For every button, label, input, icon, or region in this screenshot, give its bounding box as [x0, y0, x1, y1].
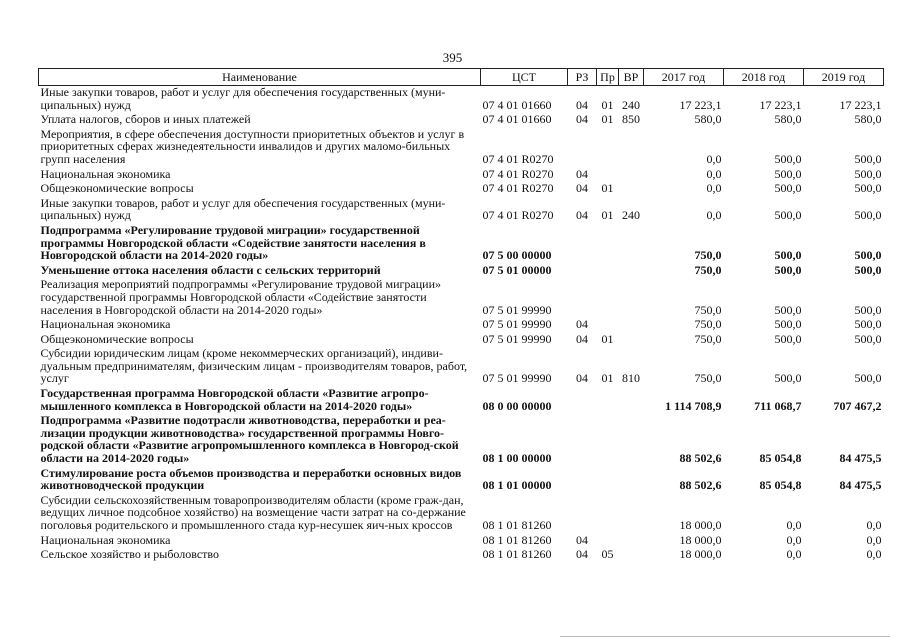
scan-artifact-line: [560, 636, 890, 637]
row-2018: 500,0: [774, 166, 802, 181]
row-vr: [619, 333, 644, 348]
page-number: 395: [442, 50, 463, 65]
row-vr: [619, 467, 644, 494]
row-2019: 500,0: [854, 371, 882, 386]
col-header-rz: РЗ: [568, 69, 597, 86]
row-pr: [597, 467, 619, 494]
row-2018: 17 223,1: [759, 97, 802, 112]
row-2019: 500,0: [854, 208, 882, 223]
row-rz: 04: [576, 547, 588, 562]
row-2017: 0,0: [706, 208, 722, 223]
row-rz: [568, 128, 597, 168]
row-pr: 01: [601, 371, 614, 386]
row-2019: 500,0: [854, 262, 882, 277]
table-row: [39, 347, 884, 387]
row-2017: 750,0: [694, 371, 722, 386]
row-name: Иные закупки товаров, работ и услуг для обеспечения государственных (муни-ципальных) нужд: [40, 85, 446, 112]
row-rz: 04: [576, 112, 588, 127]
row-vr: [619, 494, 644, 534]
row-cst: 07 4 01 R0270: [482, 181, 554, 196]
row-pr: [597, 387, 619, 414]
row-vr: 850: [622, 112, 640, 127]
table-row: [39, 182, 884, 197]
row-2018: 580,0: [774, 112, 802, 127]
row-2018: 500,0: [774, 302, 802, 317]
row-2018: 0,0: [786, 547, 802, 562]
row-pr: [597, 278, 619, 318]
row-pr: [597, 414, 619, 466]
row-pr: [597, 494, 619, 534]
row-rz: 04: [576, 317, 588, 332]
row-2019: 84 475,5: [839, 478, 882, 493]
row-2018: 500,0: [774, 248, 802, 263]
row-pr: [597, 224, 619, 264]
row-2017: 18 000,0: [679, 518, 722, 532]
row-vr: [619, 224, 644, 264]
row-vr: [619, 278, 644, 318]
row-pr: 01: [601, 181, 614, 196]
row-cst: 07 5 01 00000: [482, 262, 552, 277]
row-vr: [619, 548, 644, 563]
row-name: Субсидии сельскохозяйственным товаропроизводителям области (кроме граж-дан, ведущих личное подсобное хозяйство) на возмещение части затрат на со-держание поголовья родительского и промышленного стада кур-несушек яич-ных кроссов: [40, 492, 466, 532]
row-vr: [619, 534, 644, 549]
row-rz: [568, 387, 597, 414]
row-cst: 08 0 00 00000: [482, 398, 552, 413]
row-name: Национальная экономика: [40, 317, 171, 332]
table-row: [39, 168, 884, 183]
row-rz: 04: [576, 371, 588, 386]
row-cst: 07 4 01 R0270: [482, 151, 554, 166]
row-rz: [568, 224, 597, 264]
row-2017: 88 502,6: [679, 451, 722, 466]
row-pr: 01: [601, 112, 614, 127]
table-row: [39, 278, 884, 318]
row-2019: 500,0: [854, 151, 882, 166]
row-name: Уменьшение оттока населения области с сельских территорий: [40, 262, 381, 277]
row-name: Реализация мероприятий подпрограммы «Регулирование трудовой миграции» государственной программы Новгородской области «Содействие занятости населения в Новгородской области на 2014-2020 годы»: [40, 277, 441, 317]
table-row: [39, 414, 884, 466]
row-2019: 0,0: [866, 532, 882, 547]
row-name: Уплата налогов, сборов и иных платежей: [40, 112, 251, 127]
row-2019: 500,0: [854, 317, 882, 332]
row-2019: 0,0: [866, 547, 882, 562]
row-cst: 07 5 00 00000: [482, 248, 552, 263]
row-2019: 500,0: [854, 302, 882, 317]
budget-table: [38, 68, 884, 563]
col-header-2018: 2018 год: [724, 69, 804, 86]
row-vr: [619, 168, 644, 183]
table-row: [39, 197, 884, 224]
row-cst: 07 5 01 99990: [482, 317, 552, 332]
table-row: [39, 318, 884, 333]
table-row: [39, 113, 884, 128]
row-2017: 750,0: [694, 331, 722, 346]
row-vr: [619, 128, 644, 168]
row-2018: 500,0: [774, 317, 802, 332]
row-name: Национальная экономика: [40, 532, 171, 547]
row-name: Национальная экономика: [40, 166, 171, 181]
row-rz: [568, 264, 597, 279]
col-header-2019: 2019 год: [804, 69, 884, 86]
row-pr: 05: [601, 547, 614, 562]
row-cst: 07 5 01 99990: [482, 331, 552, 346]
row-2017: 18 000,0: [679, 532, 722, 547]
table-row: [39, 224, 884, 264]
row-rz: 04: [576, 181, 588, 196]
row-pr: [597, 534, 619, 549]
row-vr: [619, 264, 644, 279]
row-name: Государственная программа Новгородской области «Развитие агропро-мышленного комплекса в Новгородской области на 2014-2020 годы»: [40, 386, 429, 413]
row-2018: 500,0: [774, 181, 802, 196]
row-2018: 500,0: [774, 208, 802, 223]
row-pr: [597, 128, 619, 168]
row-vr: [619, 387, 644, 414]
table-row: [39, 264, 884, 279]
row-name: Субсидии юридическим лицам (кроме некоммерческих организаций), индиви-дуальным предпринимателям, физическим лицам - производителям товаров, работ, услуг: [40, 346, 468, 386]
row-2018: 500,0: [774, 151, 802, 166]
row-2017: 18 000,0: [679, 547, 722, 562]
row-2017: 750,0: [694, 317, 722, 332]
row-vr: [619, 414, 644, 466]
table-row: [39, 548, 884, 563]
row-2018: 85 054,8: [759, 451, 802, 466]
row-pr: 01: [601, 97, 614, 112]
row-cst: 07 4 01 R0270: [482, 208, 554, 223]
row-name: Подпрограмма «Регулирование трудовой миграции» государственной программы Новгородской области «Содействие занятости населения в Новгородской области на 2014-2020 годы»: [40, 222, 426, 263]
row-2017: 750,0: [694, 248, 722, 263]
row-2018: 0,0: [786, 518, 802, 532]
row-2017: 0,0: [706, 166, 722, 181]
row-2019: 500,0: [854, 331, 882, 346]
row-rz: 04: [576, 166, 588, 181]
table-row: [39, 387, 884, 414]
row-cst: 08 1 01 00000: [482, 478, 552, 493]
row-2019: 707 467,2: [833, 398, 882, 413]
row-name: Мероприятия, в сфере обеспечения доступности приоритетных объектов и услуг в приоритетных сферах жизнедеятельности инвалидов и других маломо-бильных групп населения: [40, 126, 465, 166]
table-row: [39, 467, 884, 494]
row-rz: 04: [576, 208, 588, 223]
row-vr: 810: [622, 371, 640, 386]
row-2019: 500,0: [854, 248, 882, 263]
row-name: Стимулирование роста объемов производства и переработки основных видов животноводческой продукции: [40, 465, 462, 493]
row-cst: 07 5 01 99990: [482, 371, 552, 386]
row-2019: 500,0: [854, 166, 882, 181]
col-header-name: Наименование: [39, 69, 481, 86]
row-rz: [568, 494, 597, 534]
row-name: Иные закупки товаров, работ и услуг для обеспечения государственных (муни-ципальных) нужд: [40, 195, 446, 223]
row-cst: 07 4 01 R0270: [482, 166, 554, 181]
table-row: [39, 86, 884, 114]
row-2019: 0,0: [866, 518, 882, 532]
row-rz: [568, 278, 597, 318]
row-pr: [597, 318, 619, 333]
row-2017: 0,0: [706, 151, 722, 166]
header-row: [39, 69, 884, 86]
col-header-pr: Пр: [597, 69, 619, 86]
row-2018: 500,0: [774, 371, 802, 386]
row-cst: 08 1 00 00000: [482, 451, 552, 466]
row-cst: 07 4 01 01660: [482, 97, 552, 112]
row-vr: [619, 318, 644, 333]
row-vr: [619, 182, 644, 197]
row-2018: 0,0: [786, 532, 802, 547]
row-2017: 1 114 708,9: [665, 398, 722, 413]
table-body: [39, 86, 884, 563]
row-name: Сельское хозяйство и рыболовство: [40, 547, 220, 562]
row-cst: 07 5 01 99990: [482, 302, 552, 317]
row-2019: 500,0: [854, 181, 882, 196]
table-row: [39, 494, 884, 534]
row-2017: 0,0: [706, 181, 722, 196]
row-2017: 88 502,6: [679, 478, 722, 493]
col-header-2017: 2017 год: [644, 69, 724, 86]
table-row: [39, 534, 884, 549]
row-rz: [568, 467, 597, 494]
row-pr: 01: [601, 208, 614, 223]
row-pr: 01: [601, 331, 614, 346]
row-cst: 08 1 01 81260: [482, 532, 552, 547]
row-rz: [568, 414, 597, 466]
row-cst: 07 4 01 01660: [482, 112, 552, 127]
row-vr: 240: [622, 97, 640, 112]
row-cst: 08 1 01 81260: [482, 547, 552, 562]
row-2018: 500,0: [774, 331, 802, 346]
row-2019: 17 223,1: [839, 97, 882, 112]
row-cst: 08 1 01 81260: [482, 518, 552, 532]
row-rz: 04: [576, 97, 588, 112]
row-pr: [597, 168, 619, 183]
row-2019: 84 475,5: [839, 451, 882, 466]
row-2018: 711 068,7: [754, 398, 802, 413]
row-pr: [597, 264, 619, 279]
row-2017: 17 223,1: [679, 97, 722, 112]
col-header-vr: ВР: [619, 69, 644, 86]
row-2019: 580,0: [854, 112, 882, 127]
table-row: [39, 333, 884, 348]
row-name: Подпрограмма «Развитие подотрасли животноводства, переработки и реа-лизации продукции животноводства» государственной программы Новго-родской области «Развитие агропромышленного комплекса в Новгород-ской области на 2014-2020 годы»: [40, 413, 459, 466]
col-header-cst: ЦСТ: [481, 69, 568, 86]
row-rz: 04: [576, 532, 588, 547]
table-row: [39, 128, 884, 168]
row-vr: 240: [622, 208, 640, 223]
row-name: Общеэкономические вопросы: [40, 331, 194, 346]
row-2017: 750,0: [694, 302, 722, 317]
row-2018: 500,0: [774, 262, 802, 277]
row-2017: 750,0: [694, 262, 722, 277]
row-2018: 85 054,8: [759, 478, 802, 493]
row-rz: 04: [576, 331, 588, 346]
row-name: Общеэкономические вопросы: [40, 181, 194, 196]
row-2017: 580,0: [694, 112, 722, 127]
